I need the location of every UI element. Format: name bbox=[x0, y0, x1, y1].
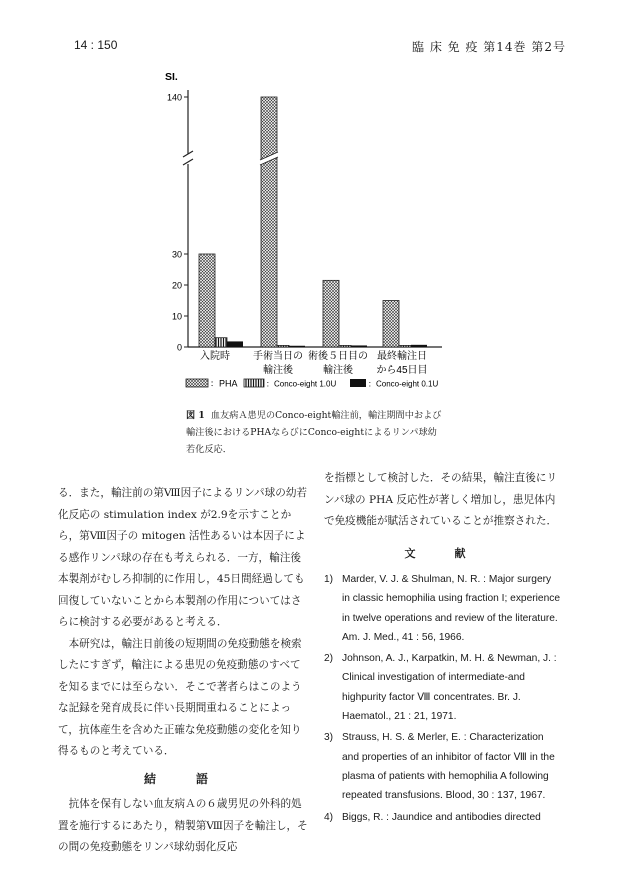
reference-number: 3) bbox=[324, 732, 334, 744]
right-column bbox=[324, 468, 560, 829]
legend-label: ：Conco-eight 0.1U bbox=[368, 379, 439, 389]
legend-swatch-crosshatch bbox=[186, 379, 208, 387]
reference-list bbox=[324, 570, 560, 827]
chart-bars bbox=[199, 97, 427, 347]
reference-number: 1) bbox=[324, 574, 334, 585]
paragraph: る．また，輸注前の第Ⅷ因子によるリンパ球の幼若化反応の stimulation index が2.9を示すことから，第Ⅷ因子の mitogen 活性あるいは本因子による感作リンパ球の存在も考えられる．一方，輸注後本製剤がむしろ抑制的に作用し，45日間経過しても回復していないことから本製剤の作用についてはさらに検討する必要があると考える． bbox=[58, 487, 308, 628]
page-number: 14 : 150 bbox=[74, 38, 118, 52]
x-category-label: 手術当日の bbox=[253, 351, 303, 362]
y-tick-label: 140 bbox=[166, 92, 182, 103]
paragraph: を指標として検討した．その結果，輸注直後にリンパ球の PHA 反応性が著しく増加し，患児体内で免疫機能が賦活されていることが推察された． bbox=[324, 472, 558, 527]
x-category-label: 入院時 bbox=[200, 351, 230, 362]
y-axis-label: SI. bbox=[165, 71, 178, 83]
bar-vertical-stripes bbox=[399, 345, 411, 347]
x-category-label: 輸注後 bbox=[263, 365, 293, 376]
y-tick-label: 30 bbox=[171, 249, 182, 260]
chart-axes bbox=[183, 90, 442, 347]
legend-swatch-solid bbox=[350, 379, 366, 387]
bar-solid bbox=[289, 346, 305, 347]
paragraph: 抗体を保有しない血友病Ａの６歳男児の外科的処置を施行するにあたり，精製第Ⅷ因子を輸注し，その間の免疫動態をリンパ球幼弱化反応 bbox=[58, 798, 308, 853]
legend-swatch-vertical-stripes bbox=[244, 379, 264, 387]
reference-text: Johnson, A. J., Karpatkin, M. H. & Newman, J. : Clinical investigation of intermediate-and highpurity factor Ⅷ concentrates. Br. J. Haematol., 21 : 21, 1971. bbox=[342, 653, 557, 723]
bar-crosshatch bbox=[323, 280, 339, 347]
references-heading: 文 献 bbox=[404, 546, 480, 560]
reference-item bbox=[324, 649, 560, 726]
journal-header: 臨 床 免 疫 第14巻 第2号 bbox=[412, 40, 566, 54]
bar-vertical-stripes bbox=[215, 338, 227, 347]
y-tick-label: 20 bbox=[171, 280, 182, 291]
bar-chart bbox=[0, 0, 624, 405]
reference-text: Biggs, R. : Jaundice and antibodies directed bbox=[342, 811, 541, 823]
y-tick-label: 10 bbox=[171, 311, 182, 322]
bar-vertical-stripes bbox=[277, 345, 289, 347]
left-column bbox=[58, 483, 308, 859]
bar-crosshatch bbox=[199, 254, 215, 347]
reference-item bbox=[324, 570, 560, 647]
reference-number: 4) bbox=[324, 811, 334, 823]
reference-item bbox=[324, 728, 560, 805]
bar-crosshatch bbox=[261, 97, 277, 347]
figure-caption bbox=[186, 407, 446, 458]
reference-text: Strauss, H. S. & Merler, E. : Characterization and properties of an inhibitor of factor Ⅷ in the plasma of patients with hemophilia A following repeated transfusions. Blood, 30 : 137, 1967. bbox=[342, 732, 555, 802]
figure-caption-text: 血友病Ａ患児のConco-eight輸注前，輸注期間中および輸注後におけるPHAならびにConco-eightによるリンパ球幼若化反応． bbox=[186, 410, 442, 455]
x-category-label: から45日目 bbox=[376, 365, 428, 376]
legend-label: ：PHA bbox=[210, 378, 238, 389]
x-category-label: 輸注後 bbox=[323, 365, 353, 376]
bar-solid bbox=[351, 345, 367, 347]
y-tick-label: 0 bbox=[176, 342, 182, 353]
x-category-label: 術後５日目の bbox=[308, 351, 368, 362]
chart-legend bbox=[186, 379, 438, 389]
x-category-label: 最終輸注日 bbox=[377, 351, 427, 362]
reference-number: 2) bbox=[324, 653, 334, 665]
bar-solid bbox=[411, 345, 427, 347]
reference-item bbox=[324, 808, 560, 827]
paragraph: 本研究は，輸注日前後の短期間の免疫動態を検索したにすぎず，輸注による患児の免疫動態のすべてを知るまでには至らない．そこで著者らはこのような記録を発育成長に伴い長期間重ねることによって，抗体産生を含めた正確な免疫動態の変化を知り得るものと考えている． bbox=[58, 637, 302, 757]
bar-solid bbox=[227, 341, 243, 347]
bar-crosshatch bbox=[383, 301, 399, 348]
figure-label: 図 1 bbox=[186, 410, 205, 421]
section-heading: 結 語 bbox=[143, 771, 222, 786]
legend-label: ：Conco-eight 1.0U bbox=[266, 379, 337, 389]
bar-vertical-stripes bbox=[339, 345, 351, 347]
reference-text: Marder, V. J. & Shulman, N. R. : Major surgery in classic hemophilia using fraction I; experience in twelve operations and review of the literature. Am. J. Med., 41 : 56, 1966. bbox=[342, 574, 561, 643]
